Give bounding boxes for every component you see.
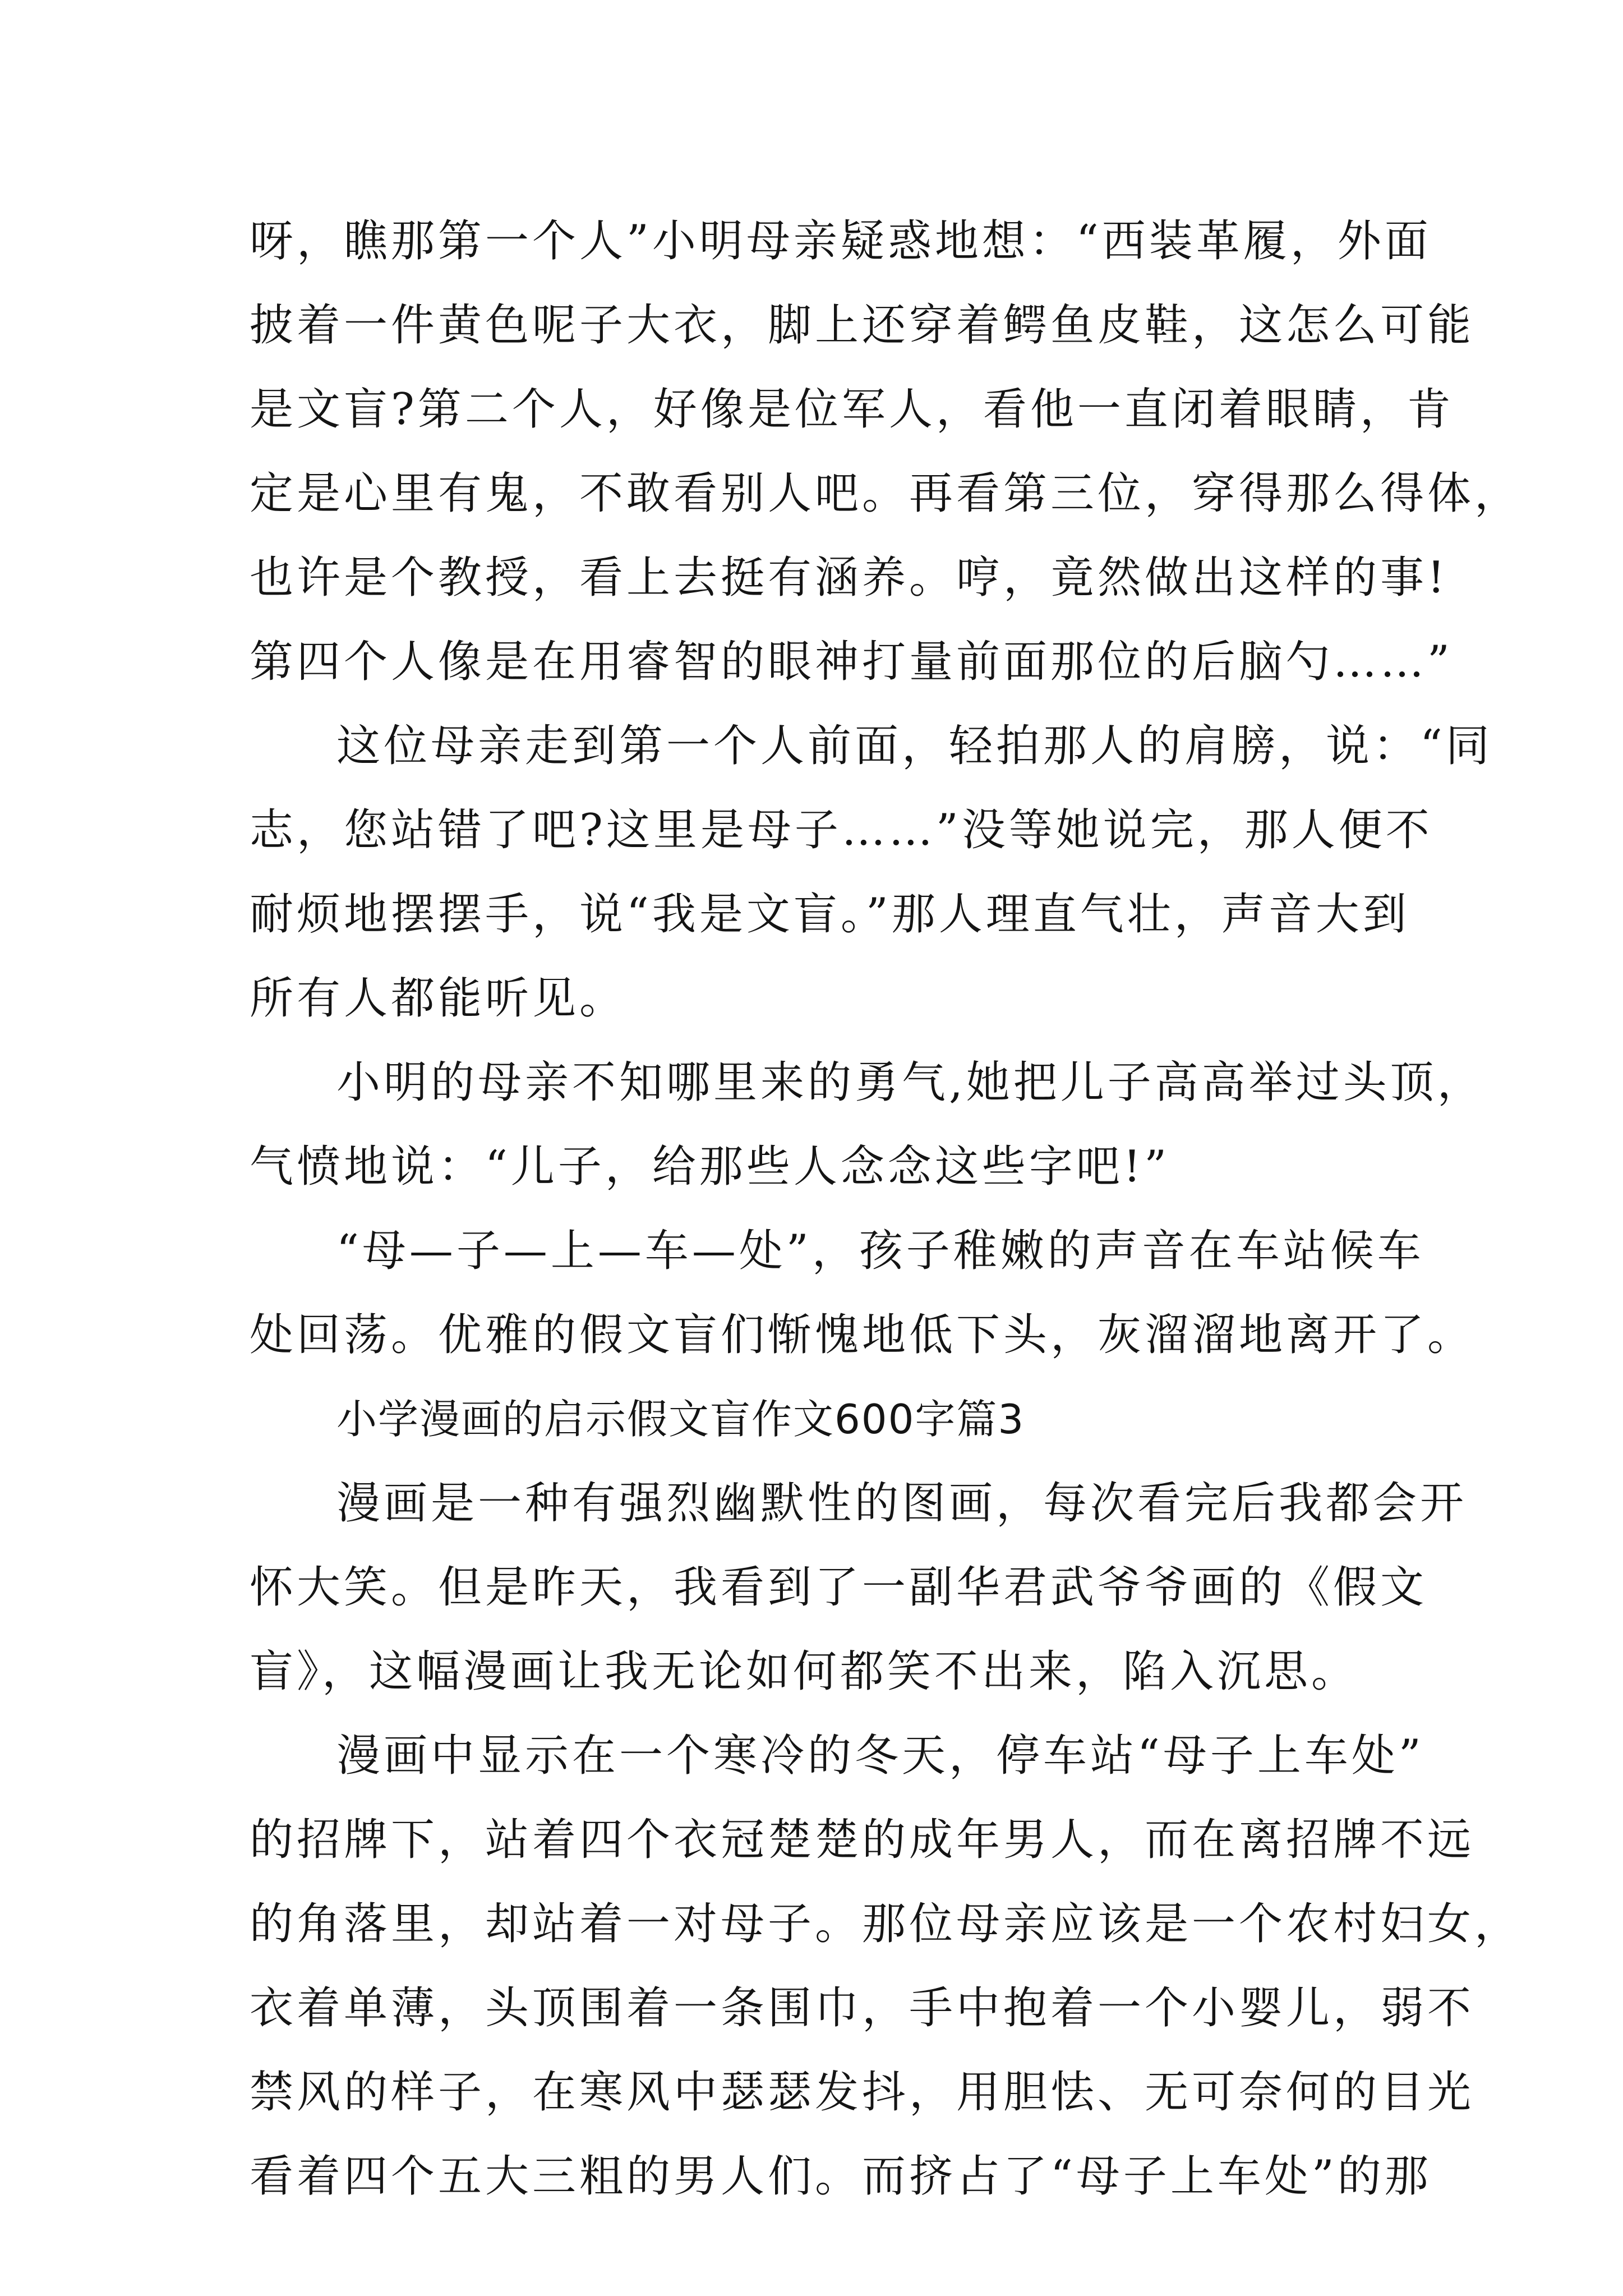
text-line: 禁风的样子，在寒风中瑟瑟发抖，用胆怯、无可奈何的目光 [250,2067,1475,2118]
text-line: 漫画中显示在一个寒冷的冬天，停车站“母子上车处” [336,1731,1424,1781]
text-line: 这位母亲走到第一个人前面，轻拍那人的肩膀，说：“同 [336,721,1493,771]
text-line: 看着四个五大三粗的男人们。而挤占了“母子上车处”的那 [250,2151,1432,2202]
text-line: 志，您站错了吧?这里是母子……”没等她说完，那人便不 [250,805,1433,855]
text-line: 盲》，这幅漫画让我无论如何都笑不出来，陷入沉思。 [250,1646,1359,1697]
text-line: 定是心里有鬼，不敢看别人吧。再看第三位，穿得那么得体， [250,468,1522,519]
text-line: 第四个人像是在用睿智的眼神打量前面那位的后脑勺……” [250,637,1453,687]
text-line: 是文盲?第二个人，好像是位军人，看他一直闭着眼睛，肯 [250,384,1454,435]
text-line: 也许是个教授，看上去挺有涵养。哼，竟然做出这样的事! [250,553,1449,603]
text-line: 漫画是一种有强烈幽默性的图画，每次看完后我都会开 [336,1478,1468,1529]
text-line: 小明的母亲不知哪里来的勇气,她把儿子高高举过头顶， [336,1057,1484,1108]
text-line: 气愤地说：“儿子，给那些人念念这些字吧!” [250,1142,1170,1192]
text-line: 怀大笑。但是昨天，我看到了一副华君武爷爷画的《假文 [250,1562,1428,1613]
text-line: 衣着单薄，头顶围着一条围巾，手中抱着一个小婴儿，弱不 [250,1983,1475,2033]
text-line: 的角落里，却站着一对母子。那位母亲应该是一个农村妇女， [250,1899,1522,1949]
text-line: 耐烦地摆摆手，说“我是文盲。”那人理直气壮，声音大到 [250,889,1410,940]
text-line: 所有人都能听见。 [250,973,627,1024]
text-line: 呀，瞧那第一个人”小明母亲疑惑地想：“西装革履，外面 [250,216,1432,266]
text-line: 处回荡。优雅的假文盲们惭愧地低下头，灰溜溜地离开了。 [250,1310,1475,1360]
text-line: 的招牌下，站着四个衣冠楚楚的成年男人，而在离招牌不远 [250,1815,1475,1865]
text-line: 披着一件黄色呢子大衣，脚上还穿着鳄鱼皮鞋，这怎么可能 [250,300,1475,351]
section-heading: 小学漫画的启示假文盲作文600字篇3 [336,1396,1025,1443]
text-line: “母—子—上—车—处”，孩子稚嫩的声音在车站候车 [336,1226,1424,1276]
